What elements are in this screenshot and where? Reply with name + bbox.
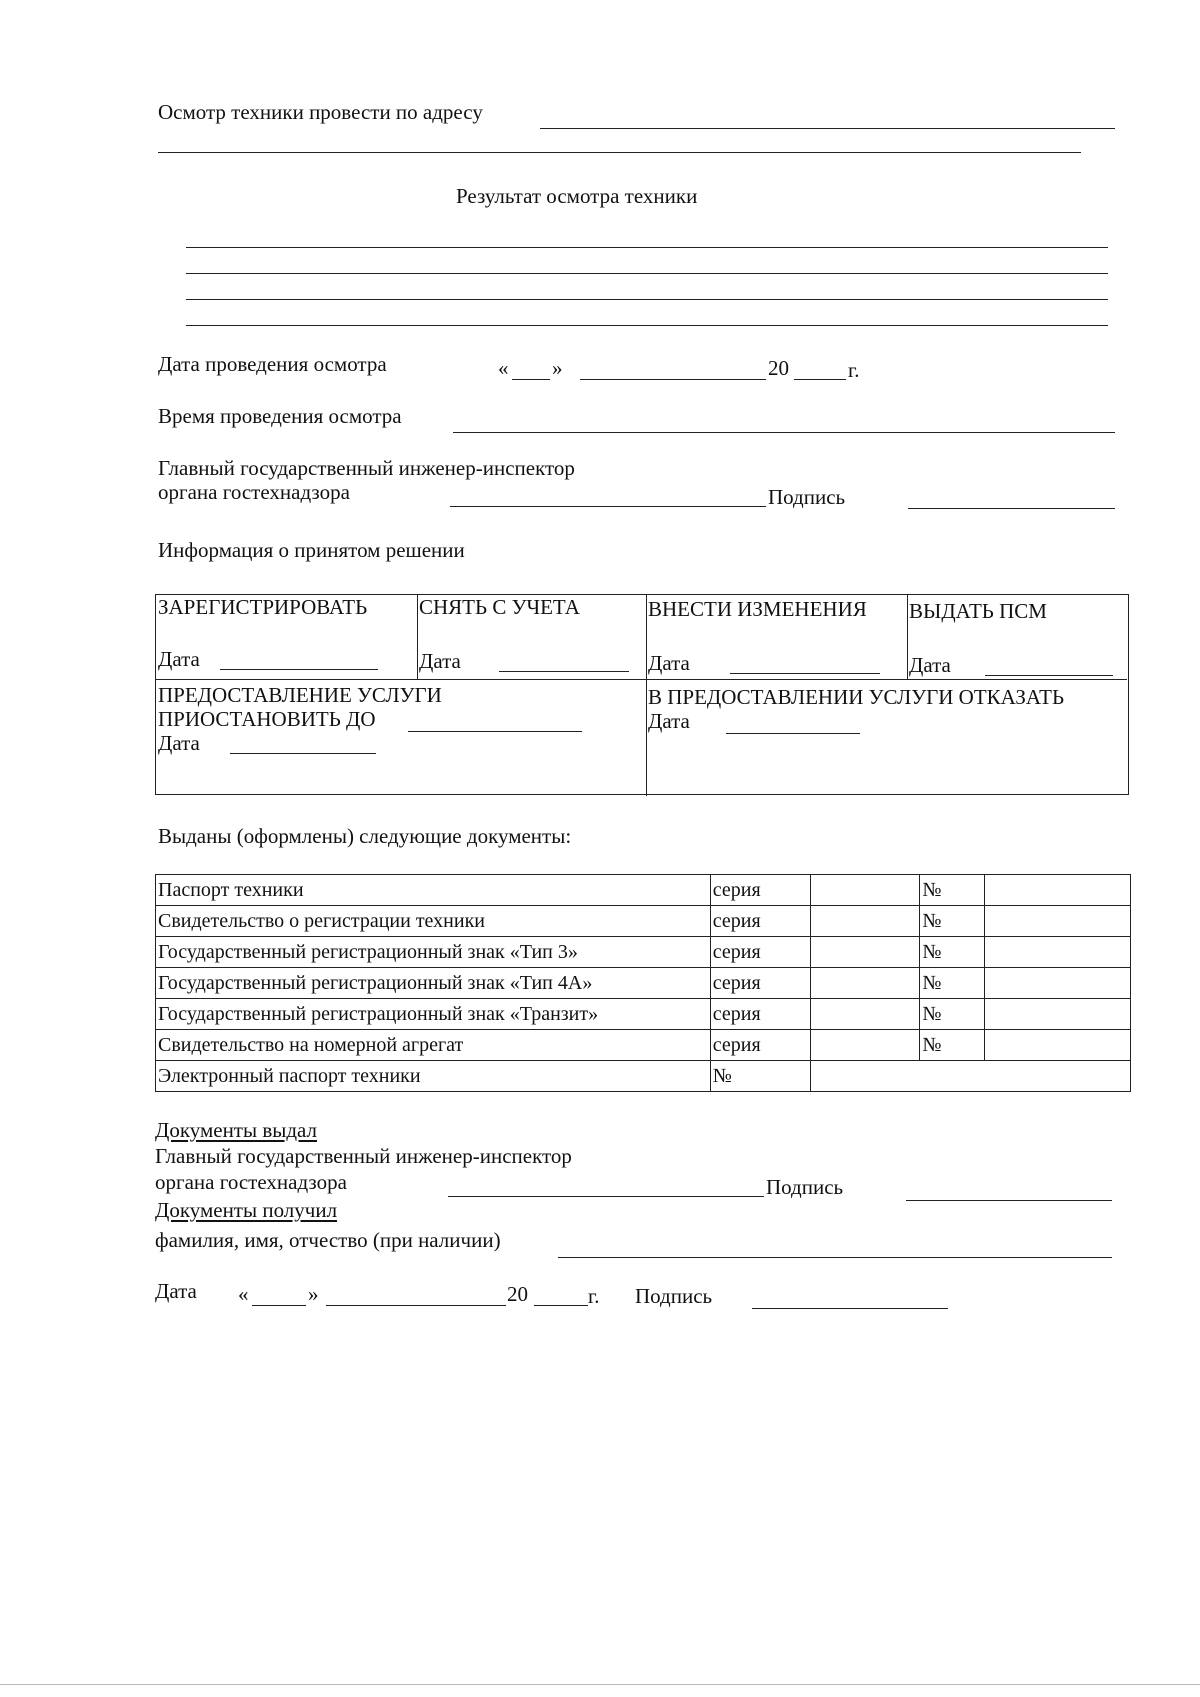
decision-table-vdivider-1 bbox=[417, 595, 418, 679]
decision-suspend-line1: ПРЕДОСТАВЛЕНИЕ УСЛУГИ bbox=[158, 683, 442, 707]
document-number-field[interactable] bbox=[985, 906, 1131, 937]
decision-suspend-cell[interactable] bbox=[158, 681, 644, 793]
issued-signature-field[interactable] bbox=[906, 1200, 1112, 1201]
decision-deregister-date-label: Дата bbox=[419, 649, 461, 673]
decision-title: Информация о принятом решении bbox=[158, 538, 465, 562]
inspection-day-field[interactable] bbox=[512, 379, 550, 380]
final-day-field[interactable] bbox=[252, 1305, 306, 1306]
fio-label: фамилия, имя, отчество (при наличии) bbox=[155, 1228, 501, 1252]
document-number-label: № bbox=[920, 937, 985, 968]
document-number-label: № bbox=[920, 968, 985, 999]
document-series-field[interactable] bbox=[810, 875, 920, 906]
decision-suspend-date-label: Дата bbox=[158, 731, 200, 755]
table-row bbox=[156, 875, 1131, 906]
final-signature-label: Подпись bbox=[635, 1284, 713, 1308]
final-month-field[interactable] bbox=[326, 1305, 506, 1306]
inspection-year-field[interactable] bbox=[794, 379, 846, 380]
document-number-field[interactable] bbox=[985, 875, 1131, 906]
decision-suspend-until-field[interactable] bbox=[408, 731, 582, 732]
inspection-year-suffix: г. bbox=[848, 358, 860, 382]
inspector-name-field[interactable] bbox=[450, 506, 766, 507]
decision-amend-cell[interactable] bbox=[648, 595, 906, 679]
inspection-time-field[interactable] bbox=[453, 432, 1115, 433]
decision-refuse-label: В ПРЕДОСТАВЛЕНИИ УСЛУГИ ОТКАЗАТЬ bbox=[648, 685, 1065, 709]
document-series-label: серия bbox=[710, 875, 810, 906]
issued-inspector-line1: Главный государственный инженер-инспектор bbox=[155, 1144, 572, 1168]
result-title: Результат осмотра техники bbox=[456, 184, 698, 208]
decision-issue-psm-cell[interactable] bbox=[909, 595, 1125, 679]
decision-deregister-label: СНЯТЬ С УЧЕТА bbox=[419, 595, 580, 619]
decision-table bbox=[155, 594, 1129, 795]
decision-table-vdivider-3 bbox=[907, 595, 908, 679]
document-number-field[interactable] bbox=[985, 1030, 1131, 1061]
document-number-field[interactable] bbox=[985, 937, 1131, 968]
document-number-label: № bbox=[920, 1030, 985, 1061]
decision-issue-psm-date-label: Дата bbox=[909, 653, 951, 677]
document-name: Государственный регистрационный знак «Транзит» bbox=[156, 999, 711, 1030]
final-year-field[interactable] bbox=[534, 1305, 588, 1306]
document-name: Государственный регистрационный знак «Тип 3» bbox=[156, 937, 711, 968]
decision-refuse-cell[interactable] bbox=[648, 681, 1126, 793]
address-label: Осмотр техники провести по адресу bbox=[158, 100, 483, 124]
decision-table-vdivider-2 bbox=[646, 595, 647, 796]
document-name: Государственный регистрационный знак «Тип 4А» bbox=[156, 968, 711, 999]
decision-amend-label: ВНЕСТИ ИЗМЕНЕНИЯ bbox=[648, 597, 867, 621]
address-field[interactable] bbox=[540, 128, 1115, 129]
document-series-label: серия bbox=[710, 937, 810, 968]
table-row bbox=[156, 937, 1131, 968]
document-series-label: серия bbox=[710, 968, 810, 999]
document-number-field[interactable] bbox=[810, 1061, 1130, 1092]
decision-register-date-label: Дата bbox=[158, 647, 200, 671]
decision-suspend-date-field[interactable] bbox=[230, 753, 376, 754]
table-row bbox=[156, 999, 1131, 1030]
document-number-field[interactable] bbox=[985, 999, 1131, 1030]
document-number-field[interactable] bbox=[985, 968, 1131, 999]
inspection-date-open-quote: « bbox=[498, 356, 509, 380]
issued-inspector-name-field[interactable] bbox=[448, 1196, 764, 1197]
result-line-1[interactable] bbox=[186, 247, 1108, 248]
final-year-suffix: г. bbox=[588, 1284, 600, 1308]
decision-refuse-date-label: Дата bbox=[648, 709, 690, 733]
page-bottom-edge bbox=[0, 1684, 1200, 1685]
document-name: Электронный паспорт техники bbox=[156, 1061, 711, 1092]
inspection-year-prefix: 20 bbox=[768, 356, 789, 380]
inspection-month-field[interactable] bbox=[580, 379, 766, 380]
issued-signature-label: Подпись bbox=[766, 1175, 844, 1199]
decision-issue-psm-date-field[interactable] bbox=[985, 675, 1113, 676]
decision-refuse-date-field[interactable] bbox=[726, 733, 860, 734]
result-line-2[interactable] bbox=[186, 273, 1108, 274]
document-series-field[interactable] bbox=[810, 906, 920, 937]
inspector-title-line1: Главный государственный инженер-инспектор bbox=[158, 456, 575, 480]
decision-deregister-date-field[interactable] bbox=[499, 671, 629, 672]
document-series-field[interactable] bbox=[810, 1030, 920, 1061]
final-date-close-quote: » bbox=[308, 1282, 319, 1306]
decision-register-date-field[interactable] bbox=[220, 669, 378, 670]
fio-field[interactable] bbox=[558, 1257, 1112, 1258]
inspection-date-close-quote: » bbox=[552, 356, 563, 380]
document-name: Паспорт техники bbox=[156, 875, 711, 906]
document-number-label: № bbox=[920, 875, 985, 906]
document-name: Свидетельство на номерной агрегат bbox=[156, 1030, 711, 1061]
issued-inspector-line2: органа гостехнадзора bbox=[155, 1170, 347, 1194]
received-by-label: Документы получил bbox=[155, 1198, 338, 1222]
document-name: Свидетельство о регистрации техники bbox=[156, 906, 711, 937]
inspection-date-label: Дата проведения осмотра bbox=[158, 352, 387, 376]
table-row bbox=[156, 906, 1131, 937]
document-series-label: серия bbox=[710, 906, 810, 937]
document-series-field[interactable] bbox=[810, 999, 920, 1030]
documents-title: Выданы (оформлены) следующие документы: bbox=[158, 824, 572, 848]
table-row bbox=[156, 1030, 1131, 1061]
inspection-time-label: Время проведения осмотра bbox=[158, 404, 402, 428]
final-signature-field[interactable] bbox=[752, 1308, 948, 1309]
decision-amend-date-field[interactable] bbox=[730, 673, 880, 674]
decision-register-label: ЗАРЕГИСТРИРОВАТЬ bbox=[158, 595, 368, 619]
address-field-line2[interactable] bbox=[158, 152, 1081, 153]
inspector-title-line2: органа гостехнадзора bbox=[158, 480, 350, 504]
document-series-field[interactable] bbox=[810, 937, 920, 968]
result-line-4[interactable] bbox=[186, 325, 1108, 326]
decision-register-cell[interactable] bbox=[158, 595, 416, 679]
decision-issue-psm-label: ВЫДАТЬ ПСМ bbox=[909, 599, 1047, 623]
document-number-label: № bbox=[710, 1061, 810, 1092]
inspector-signature-label: Подпись bbox=[768, 485, 846, 509]
inspector-signature-field[interactable] bbox=[908, 508, 1115, 509]
documents-table bbox=[155, 874, 1131, 1092]
table-row bbox=[156, 968, 1131, 999]
table-row bbox=[156, 1061, 1131, 1092]
decision-table-hdivider bbox=[156, 679, 1127, 680]
final-date-open-quote: « bbox=[238, 1282, 249, 1306]
decision-amend-date-label: Дата bbox=[648, 651, 690, 675]
document-number-label: № bbox=[920, 906, 985, 937]
document-series-field[interactable] bbox=[810, 968, 920, 999]
issued-by-label: Документы выдал bbox=[155, 1118, 318, 1142]
decision-suspend-line2: ПРИОСТАНОВИТЬ ДО bbox=[158, 707, 376, 731]
result-line-3[interactable] bbox=[186, 299, 1108, 300]
document-series-label: серия bbox=[710, 999, 810, 1030]
document-number-label: № bbox=[920, 999, 985, 1030]
final-date-label: Дата bbox=[155, 1279, 197, 1303]
document-series-label: серия bbox=[710, 1030, 810, 1061]
final-year-prefix: 20 bbox=[507, 1282, 528, 1306]
decision-deregister-cell[interactable] bbox=[419, 595, 645, 679]
